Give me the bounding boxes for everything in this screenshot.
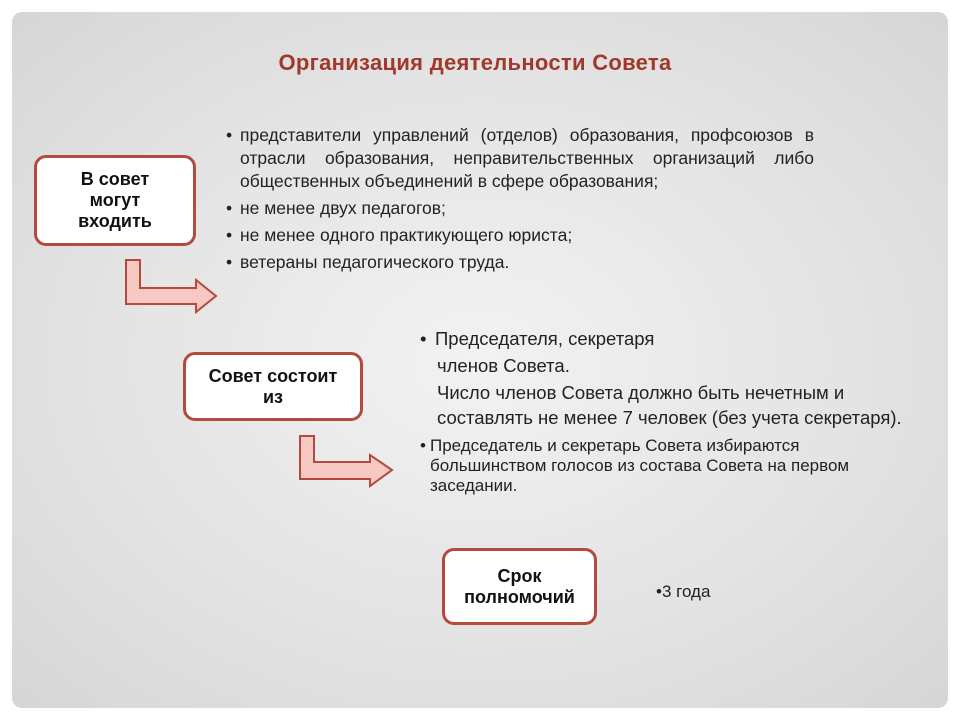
consists-arrow: [294, 434, 404, 486]
members-arrow: [120, 258, 230, 310]
list-item: Число членов Совета должно быть нечетным и составлять не менее 7 человек (без учета секретаря).: [437, 382, 902, 428]
consists-list: [420, 326, 920, 496]
consists-box: [183, 352, 363, 421]
list-item: • Председатель и секретарь Совета избираются большинством голосов из состава Совета на первом заседании.: [420, 436, 920, 496]
term-box-line: полномочий: [464, 586, 575, 607]
members-box: [34, 155, 196, 246]
list-item: • представители управлений (отделов) образования, профсоюзов в отрасли образования, неправительственных организаций либо общественных объединений в сфере образования;: [226, 124, 814, 193]
members-list: [226, 124, 814, 278]
slide-title: Организация деятельности Совета: [278, 50, 672, 75]
members-box-line: могут: [89, 190, 141, 210]
term-box-line: Срок: [497, 565, 542, 586]
list-item: • не менее одного практикующего юриста;: [226, 224, 814, 247]
term-box: [442, 548, 597, 625]
consists-box-line: Совет состоит: [208, 365, 338, 386]
list-item: • ветераны педагогического труда.: [226, 251, 814, 274]
consists-box-line: из: [262, 386, 283, 407]
list-item: членов Совета.: [437, 355, 570, 376]
term-value-text: 3 года: [661, 582, 711, 601]
list-item: • Председателя, секретаря: [420, 326, 920, 351]
list-item: • не менее двух педагогов;: [226, 197, 814, 220]
members-box-line: входить: [78, 211, 152, 231]
term-value: •3 года: [656, 582, 711, 601]
members-box-line: В совет: [80, 169, 150, 189]
